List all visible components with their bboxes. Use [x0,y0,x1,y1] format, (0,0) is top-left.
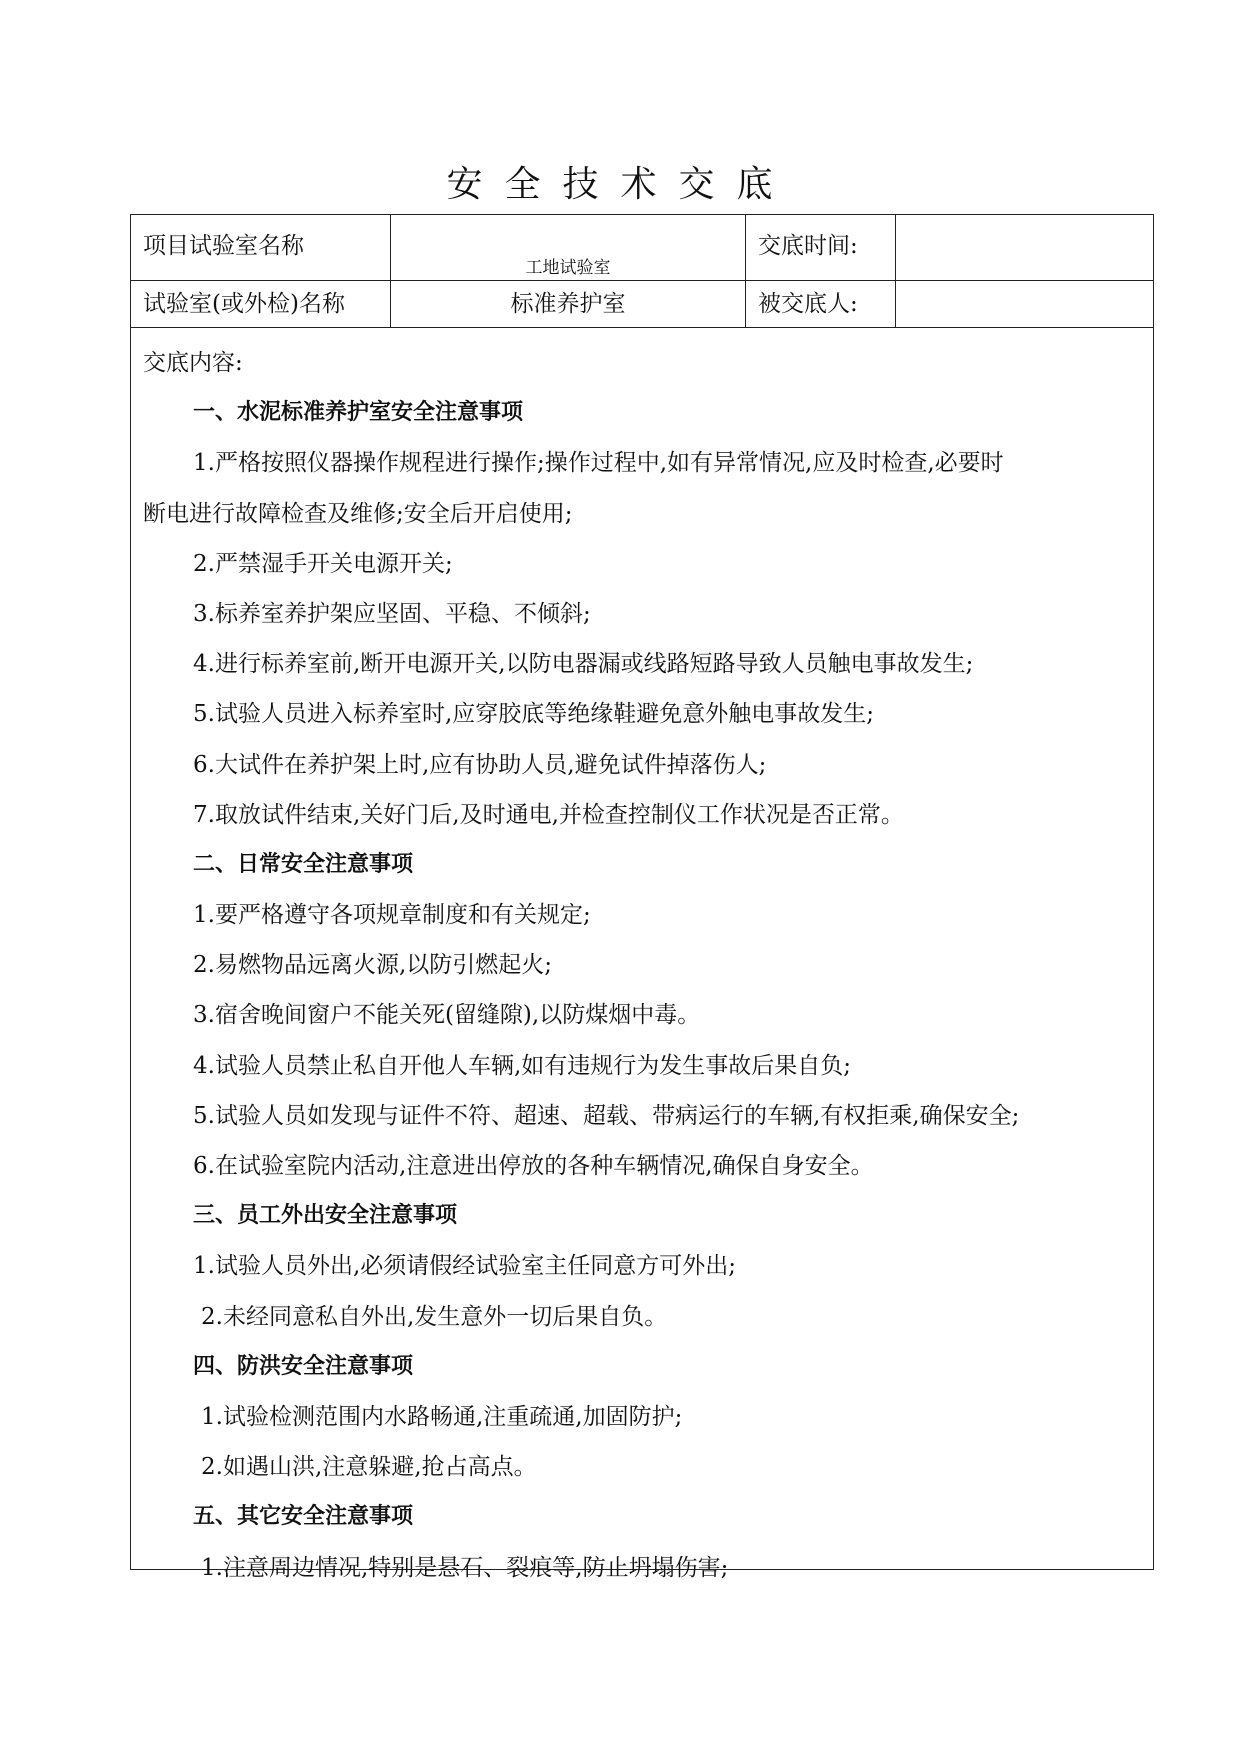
section1-item-1a: 1.严格按照仪器操作规程进行操作;操作过程中,如有异常情况,应及时检查,必要时 [193,450,1004,477]
section2-item-6: 6.在试验室院内活动,注意进出停放的各种车辆情况,确保自身安全。 [193,1153,874,1179]
content-intro: 交底内容: [143,350,243,376]
section-heading-4: 四、防洪安全注意事项 [193,1353,414,1379]
section2-item-4: 4.试验人员禁止私自开他人车辆,如有违规行为发生事故后果自负; [193,1052,852,1079]
section5-item-1: 1.注意周边情况,特别是悬石、裂痕等,防止坍塌伤害; [201,1554,729,1581]
project-lab-label: 项目试验室名称 [131,215,391,280]
section2-item-5: 5.试验人员如发现与证件不符、超速、超载、带病运行的车辆,有权拒乘,确保安全; [193,1102,1020,1129]
section1-item-4: 4.进行标养室前,断开电源开关,以防电器漏或线路短路导致人员触电事故发生; [193,651,974,678]
section1-item-2: 2.严禁湿手开关电源开关; [193,550,453,577]
section1-item-5: 5.试验人员进入标养室时,应穿胶底等绝缘鞋避免意外触电事故发生; [193,701,875,728]
document-title: 安全技术交底 [446,164,795,205]
recipient-label: 被交底人: [746,281,896,327]
section3-item-1: 1.试验人员外出,必须请假经试验室主任同意方可外出; [193,1253,737,1280]
section-heading-1: 一、水泥标准养护室安全注意事项 [193,400,524,426]
section4-item-1: 1.试验检测范围内水路畅通,注重疏通,加固防护; [201,1403,683,1430]
time-label: 交底时间: [746,215,896,280]
header-row-1 [131,215,1153,281]
section1-item-3: 3.标养室养护架应坚固、平稳、不倾斜; [193,600,591,627]
section-heading-3: 三、员工外出安全注意事项 [193,1203,458,1229]
section2-item-3: 3.宿舍晚间窗户不能关死(留缝隙),以防煤烟中毒。 [193,1002,701,1029]
section1-item-6: 6.大试件在养护架上时,应有协助人员,避免试件掉落伤人; [193,751,767,778]
section2-item-1: 1.要严格遵守各项规章制度和有关规定; [193,902,591,929]
project-lab-value-cell [391,215,746,280]
header-row-2 [131,281,1153,328]
section4-item-2: 2.如遇山洪,注意躲避,抢占高点。 [201,1454,537,1481]
lab-value: 标准养护室 [391,281,746,327]
section2-item-2: 2.易燃物品远离火源,以防引燃起火; [193,952,553,979]
briefing-form [130,214,1154,1581]
time-value [896,215,1155,280]
section1-item-1b: 断电进行故障检查及维修;安全后开启使用; [143,500,573,527]
section1-item-7: 7.取放试件结束,关好门后,及时通电,并检查控制仪工作状况是否正常。 [193,801,904,828]
briefing-content [131,328,1153,1593]
section-heading-2: 二、日常安全注意事项 [193,851,414,877]
lab-label: 试验室(或外检)名称 [131,281,391,327]
project-lab-value: 工地试验室 [525,258,611,278]
section3-item-2: 2.未经同意私自外出,发生意外一切后果自负。 [201,1303,668,1330]
section-heading-5: 五、其它安全注意事项 [193,1504,414,1530]
recipient-value [896,281,1155,327]
